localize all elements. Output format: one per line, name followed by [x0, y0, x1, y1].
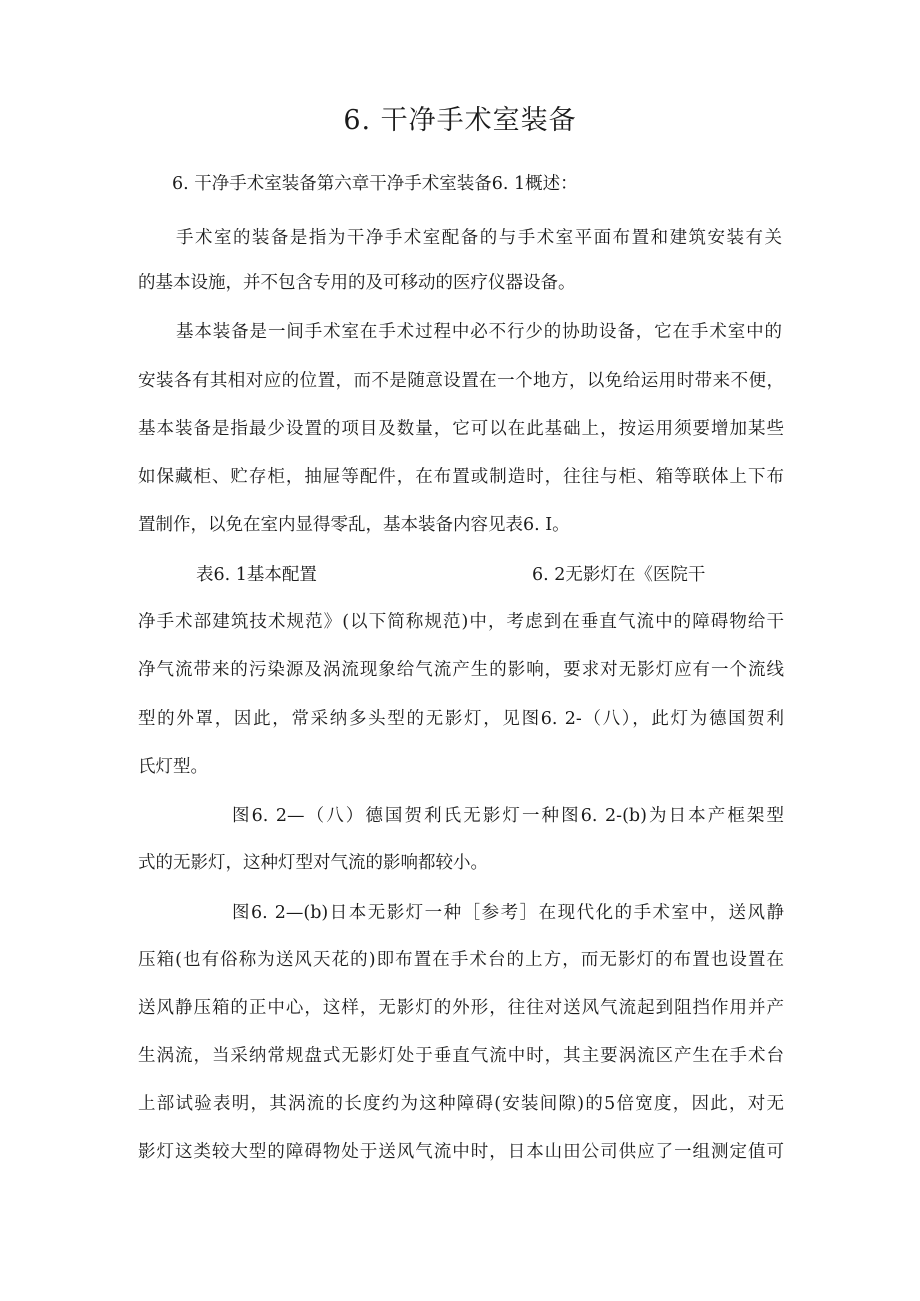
paragraph-line: 安装各有其相对应的位置，而不是随意设置在一个地方，以免给运用时带来不便，	[138, 371, 784, 391]
paragraph-line: 的基本设施，并不包含专用的及可移动的医疗仪器设备。	[138, 273, 576, 293]
chapter-heading-line: 6. 干净手术室装备第六章干净手术室装备6. 1概述：	[172, 174, 578, 194]
paragraph-line: 生涡流，当采纳常规盘式无影灯处于垂直气流中时，其主要涡流区产生在手术台	[138, 1046, 784, 1066]
paragraph-line: 手术室的装备是指为干净手术室配备的与手术室平面布置和建筑安装有关	[176, 228, 782, 248]
paragraph-line: 如保藏柜、贮存柜，抽屉等配件，在布置或制造时，往往与柜、箱等联体上下布	[138, 467, 784, 487]
paragraph-line: 置制作，以免在室内显得零乱，基本装备内容见表6. I。	[138, 515, 570, 535]
paragraph-line: 净手术部建筑技术规范》(以下简称规范)中，考虑到在垂直气流中的障碍物给干	[138, 612, 784, 632]
paragraph-line: 氏灯型。	[138, 757, 208, 777]
paragraph-line: 基本装备是指最少设置的项目及数量，它可以在此基础上，按运用须要增加某些	[138, 419, 784, 439]
paragraph-line: 型的外罩，因此，常采纳多头型的无影灯，见图6. 2-（八），此灯为德国贺利	[138, 709, 784, 729]
paragraph-line: 上部试验表明，其涡流的长度约为这种障碍(安装间隙)的5倍宽度，因此，对无	[138, 1094, 784, 1114]
table-caption: 表6. 1基本配置	[196, 565, 317, 585]
paragraph-line: 净气流带来的污染源及涡流现象给气流产生的影响，要求对无影灯应有一个流线	[138, 660, 784, 680]
paragraph-line: 压箱(也有俗称为送风天花的)即布置在手术台的上方，而无影灯的布置也设置在	[138, 950, 784, 970]
paragraph-line: 影灯这类较大型的障碍物处于送风气流中时，日本山田公司供应了一组测定值可	[138, 1142, 784, 1162]
figure-caption-line: 图6. 2—(b)日本无影灯一种［参考］在现代化的手术室中，送风静	[232, 903, 784, 923]
paragraph-line: 式的无影灯，这种灯型对气流的影响都较小。	[138, 853, 488, 873]
paragraph-line: 送风静压箱的正中心，这样，无影灯的外形，往往对送风气流起到阻挡作用并产	[138, 998, 784, 1018]
page-title: 6. 干净手术室装备	[343, 105, 577, 136]
paragraph-line: 基本装备是一间手术室在手术过程中必不行少的协助设备，它在手术室中的	[176, 322, 782, 342]
section-heading: 6. 2无影灯在《医院干	[532, 565, 706, 585]
figure-caption-line: 图6. 2—（八）德国贺利氏无影灯一种图6. 2-(b)为日本产框架型	[232, 806, 784, 826]
